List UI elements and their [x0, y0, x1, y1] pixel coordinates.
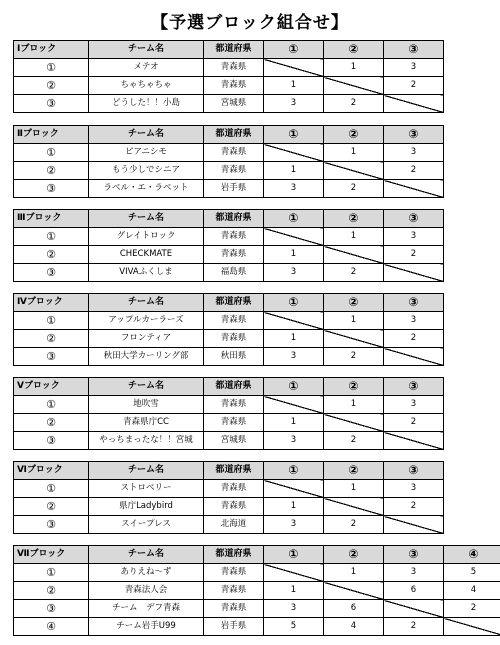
match-order: 1 [264, 77, 324, 95]
table-row [14, 180, 444, 198]
opponent-header: ① [264, 126, 324, 144]
match-order: 5 [264, 618, 324, 636]
pref-header: 都道府県 [204, 546, 264, 564]
opponent-header: ② [324, 41, 384, 59]
match-order: 3 [264, 516, 324, 534]
match-order: 2 [324, 264, 384, 282]
team-prefecture: 岩手県 [204, 180, 264, 198]
diagonal-cell [264, 144, 324, 162]
table-row [14, 264, 444, 282]
match-order: 1 [264, 162, 324, 180]
table-row [14, 330, 444, 348]
team-name: アップルカーラーズ [89, 312, 204, 330]
team-prefecture: 青森県 [204, 564, 264, 582]
pref-header: 都道府県 [204, 210, 264, 228]
block-name: Ⅶブロック [14, 546, 89, 564]
table-row [14, 480, 444, 498]
team-prefecture: 宮城県 [204, 95, 264, 113]
team-number: ③ [14, 516, 89, 534]
match-order: 2 [444, 600, 500, 618]
team-prefecture: 宮城県 [204, 432, 264, 450]
team-header: チーム名 [89, 378, 204, 396]
block-name: Ⅳブロック [14, 294, 89, 312]
block-table [13, 545, 500, 636]
diagonal-cell [384, 600, 444, 618]
team-prefecture: 青森県 [204, 77, 264, 95]
match-order: 3 [384, 480, 444, 498]
team-prefecture: 青森県 [204, 162, 264, 180]
team-name: フロンティア [89, 330, 204, 348]
match-order: 3 [384, 59, 444, 77]
opponent-header: ① [264, 546, 324, 564]
team-header: チーム名 [89, 546, 204, 564]
diagonal-cell [384, 432, 444, 450]
table-row [14, 162, 444, 180]
diagonal-cell [324, 330, 384, 348]
block-header-row [14, 294, 444, 312]
team-name: ラベル・エ・ラベット [89, 180, 204, 198]
team-prefecture: 青森県 [204, 228, 264, 246]
team-prefecture: 青森県 [204, 498, 264, 516]
opponent-header: ② [324, 126, 384, 144]
team-prefecture: 青森県 [204, 59, 264, 77]
team-number: ③ [14, 348, 89, 366]
block-table [13, 209, 444, 282]
team-number: ② [14, 582, 89, 600]
diagonal-cell [384, 348, 444, 366]
match-order: 3 [384, 396, 444, 414]
team-header: チーム名 [89, 41, 204, 59]
match-order: 1 [264, 246, 324, 264]
match-order: 1 [324, 59, 384, 77]
team-name: 青森法人会 [89, 582, 204, 600]
team-name: スイープレス [89, 516, 204, 534]
table-row [14, 348, 444, 366]
match-order: 3 [264, 180, 324, 198]
team-name: 秋田大学カーリング部 [89, 348, 204, 366]
team-number: ① [14, 228, 89, 246]
match-order: 3 [264, 432, 324, 450]
diagonal-cell [264, 312, 324, 330]
team-name: ストロベリー [89, 480, 204, 498]
team-number: ③ [14, 95, 89, 113]
match-order: 2 [384, 246, 444, 264]
diagonal-cell [324, 246, 384, 264]
block-table [13, 293, 444, 366]
opponent-header: ① [264, 294, 324, 312]
match-order: 3 [264, 600, 324, 618]
table-row [14, 432, 444, 450]
match-order: 3 [264, 95, 324, 113]
table-row [14, 77, 444, 95]
team-header: チーム名 [89, 462, 204, 480]
block-table [13, 40, 444, 113]
team-prefecture: 青森県 [204, 396, 264, 414]
pref-header: 都道府県 [204, 378, 264, 396]
team-name: チーム デフ青森 [89, 600, 204, 618]
team-prefecture: 青森県 [204, 330, 264, 348]
opponent-header: ① [264, 462, 324, 480]
match-order: 4 [324, 618, 384, 636]
team-prefecture: 青森県 [204, 246, 264, 264]
team-prefecture: 青森県 [204, 600, 264, 618]
opponent-header: ③ [384, 41, 444, 59]
match-order: 6 [324, 600, 384, 618]
match-order: 2 [324, 95, 384, 113]
block-header-row [14, 210, 444, 228]
match-order: 2 [384, 330, 444, 348]
match-order: 1 [324, 312, 384, 330]
match-order: 6 [384, 582, 444, 600]
diagonal-cell [324, 162, 384, 180]
team-number: ① [14, 59, 89, 77]
match-order: 2 [384, 77, 444, 95]
team-name: CHECKMATE [89, 246, 204, 264]
team-prefecture: 北海道 [204, 516, 264, 534]
team-name: 地吹雪 [89, 396, 204, 414]
block-name: Ⅱブロック [14, 126, 89, 144]
table-row [14, 312, 444, 330]
opponent-header: ④ [444, 546, 500, 564]
diagonal-cell [384, 95, 444, 113]
match-order: 2 [384, 498, 444, 516]
match-order: 1 [324, 144, 384, 162]
opponent-header: ② [324, 294, 384, 312]
match-order: 2 [384, 414, 444, 432]
match-order: 2 [384, 618, 444, 636]
block-header-row [14, 126, 444, 144]
team-name: 県庁Ladybird [89, 498, 204, 516]
team-name: 青森県庁CC [89, 414, 204, 432]
opponent-header: ① [264, 378, 324, 396]
team-number: ① [14, 144, 89, 162]
team-number: ① [14, 396, 89, 414]
match-order: 2 [324, 516, 384, 534]
diagonal-cell [324, 77, 384, 95]
table-row [14, 396, 444, 414]
team-prefecture: 岩手県 [204, 618, 264, 636]
match-order: 4 [444, 582, 500, 600]
block-table [13, 461, 444, 534]
team-name: ピアニシモ [89, 144, 204, 162]
team-header: チーム名 [89, 126, 204, 144]
diagonal-cell [264, 480, 324, 498]
diagonal-cell [264, 396, 324, 414]
team-name: どうした！！小島 [89, 95, 204, 113]
team-number: ① [14, 312, 89, 330]
diagonal-cell [324, 582, 384, 600]
block-table [13, 377, 444, 450]
team-prefecture: 青森県 [204, 414, 264, 432]
match-order: 1 [324, 228, 384, 246]
team-name: ちゃちゃちゃ [89, 77, 204, 95]
team-number: ① [14, 564, 89, 582]
block-table [13, 125, 444, 198]
team-name: グレイトロック [89, 228, 204, 246]
team-number: ② [14, 498, 89, 516]
team-name: チーム岩手U99 [89, 618, 204, 636]
diagonal-cell [384, 264, 444, 282]
team-header: チーム名 [89, 294, 204, 312]
opponent-header: ③ [384, 126, 444, 144]
opponent-header: ③ [384, 294, 444, 312]
opponent-header: ③ [384, 210, 444, 228]
match-order: 1 [324, 396, 384, 414]
diagonal-cell [384, 180, 444, 198]
opponent-header: ③ [384, 378, 444, 396]
block-header-row [14, 462, 444, 480]
pref-header: 都道府県 [204, 41, 264, 59]
team-name: VIVAふくしま [89, 264, 204, 282]
opponent-header: ② [324, 210, 384, 228]
table-row [14, 516, 444, 534]
table-row [14, 246, 444, 264]
match-order: 1 [264, 582, 324, 600]
pref-header: 都道府県 [204, 462, 264, 480]
match-order: 1 [324, 480, 384, 498]
block-header-row [14, 378, 444, 396]
team-number: ④ [14, 618, 89, 636]
table-row [14, 582, 500, 600]
team-number: ② [14, 162, 89, 180]
opponent-header: ③ [384, 462, 444, 480]
team-name: メテオ [89, 59, 204, 77]
team-name: ありえね～ず [89, 564, 204, 582]
diagonal-cell [324, 498, 384, 516]
match-order: 1 [264, 498, 324, 516]
match-order: 1 [324, 564, 384, 582]
table-row [14, 498, 444, 516]
match-order: 1 [264, 330, 324, 348]
team-prefecture: 青森県 [204, 312, 264, 330]
match-order: 3 [264, 264, 324, 282]
match-order: 3 [384, 312, 444, 330]
diagonal-cell [444, 618, 500, 636]
team-header: チーム名 [89, 210, 204, 228]
table-row [14, 95, 444, 113]
opponent-header: ② [324, 378, 384, 396]
match-order: 5 [444, 564, 500, 582]
match-order: 2 [324, 432, 384, 450]
table-row [14, 144, 444, 162]
opponent-header: ① [264, 41, 324, 59]
team-prefecture: 福島県 [204, 264, 264, 282]
block-header-row [14, 546, 500, 564]
block-name: Ⅵブロック [14, 462, 89, 480]
table-row [14, 564, 500, 582]
team-number: ② [14, 246, 89, 264]
table-row [14, 59, 444, 77]
table-row [14, 600, 500, 618]
diagonal-cell [264, 59, 324, 77]
match-order: 3 [384, 144, 444, 162]
team-number: ③ [14, 180, 89, 198]
pref-header: 都道府県 [204, 126, 264, 144]
team-number: ② [14, 330, 89, 348]
opponent-header: ② [324, 462, 384, 480]
team-number: ③ [14, 600, 89, 618]
team-prefecture: 青森県 [204, 144, 264, 162]
match-order: 1 [264, 414, 324, 432]
pref-header: 都道府県 [204, 294, 264, 312]
opponent-header: ③ [384, 546, 444, 564]
match-order: 3 [264, 348, 324, 366]
diagonal-cell [384, 516, 444, 534]
team-number: ② [14, 77, 89, 95]
team-prefecture: 青森県 [204, 582, 264, 600]
match-order: 2 [324, 348, 384, 366]
table-row [14, 618, 500, 636]
team-prefecture: 青森県 [204, 480, 264, 498]
diagonal-cell [264, 228, 324, 246]
block-name: Ⅴブロック [14, 378, 89, 396]
team-prefecture: 秋田県 [204, 348, 264, 366]
team-number: ③ [14, 432, 89, 450]
match-order: 3 [384, 564, 444, 582]
team-number: ① [14, 480, 89, 498]
team-name: もう少しでシニア [89, 162, 204, 180]
table-row [14, 228, 444, 246]
diagonal-cell [264, 564, 324, 582]
block-header-row [14, 41, 444, 59]
page-title: 【予選ブロック組合せ】 [151, 13, 349, 33]
opponent-header: ② [324, 546, 384, 564]
opponent-header: ① [264, 210, 324, 228]
block-name: Ⅰブロック [14, 41, 89, 59]
match-order: 2 [324, 180, 384, 198]
team-name: やっちまったな！！宮城 [89, 432, 204, 450]
team-number: ③ [14, 264, 89, 282]
match-order: 2 [384, 162, 444, 180]
match-order: 3 [384, 228, 444, 246]
block-name: Ⅲブロック [14, 210, 89, 228]
table-row [14, 414, 444, 432]
team-number: ② [14, 414, 89, 432]
diagonal-cell [324, 414, 384, 432]
